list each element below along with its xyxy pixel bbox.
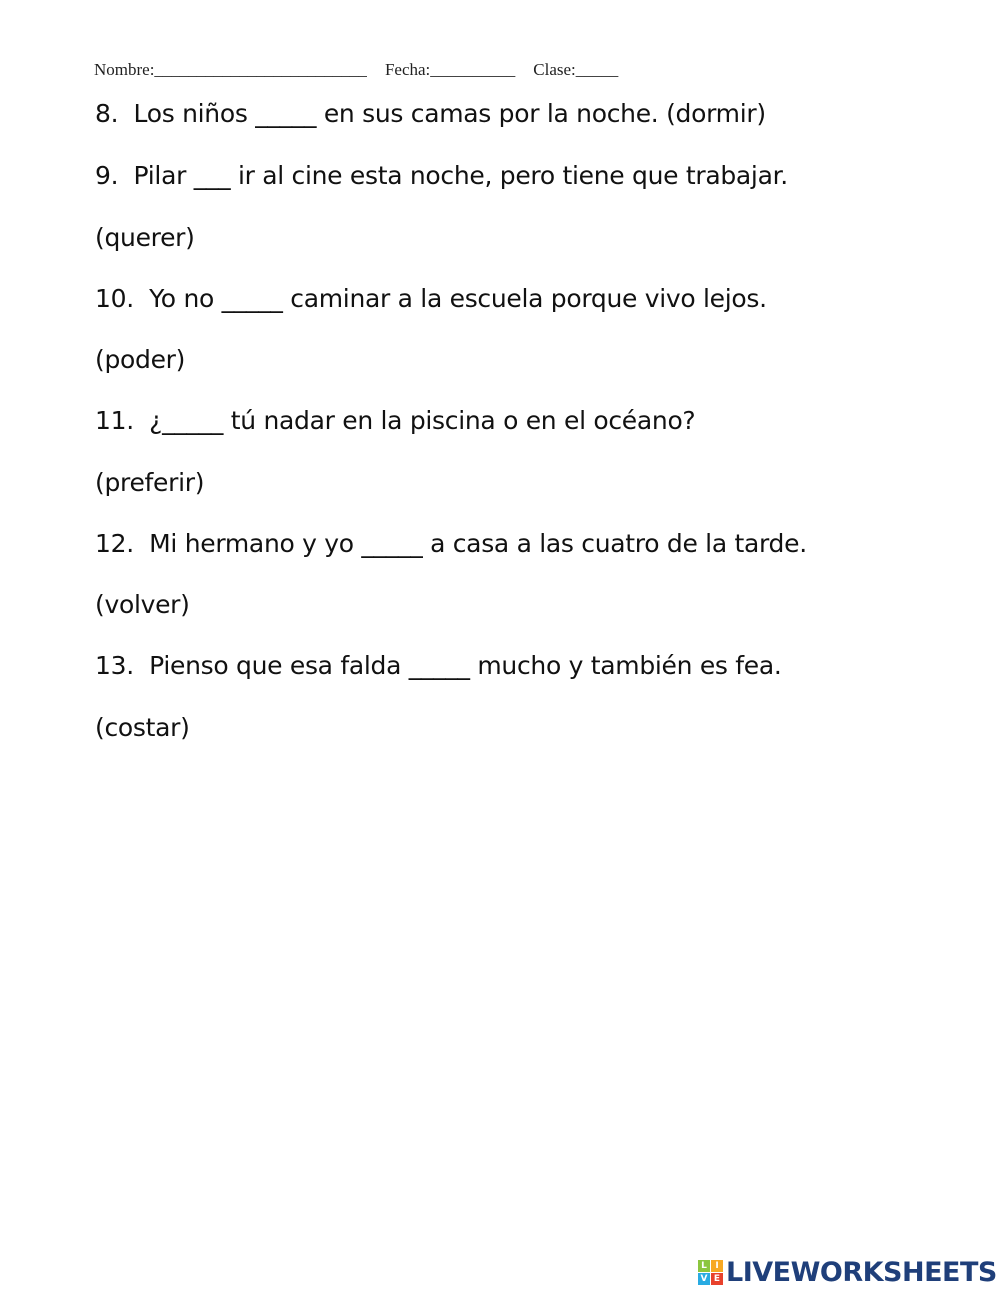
liveworksheets-logo xyxy=(698,1257,997,1288)
question-hint: (poder) xyxy=(95,345,186,374)
question-line: 13. Pienso que esa falda _____ mucho y también es fea. xyxy=(95,651,782,680)
question-hint: (preferir) xyxy=(95,468,205,497)
question-line: 10. Yo no _____ caminar a la escuela porque vivo lejos. xyxy=(95,284,767,313)
class-field: Clase:_____ xyxy=(533,60,619,79)
question-line: 9. Pilar ___ ir al cine esta noche, pero tiene que trabajar. xyxy=(95,161,788,190)
date-field: Fecha:__________ xyxy=(384,60,516,79)
logo-block: L xyxy=(698,1260,710,1272)
question-line: 11. ¿_____ tú nadar en la piscina o en el océano? xyxy=(95,406,696,435)
logo-block: V xyxy=(698,1273,710,1285)
question-line: 12. Mi hermano y yo _____ a casa a las cuatro de la tarde. xyxy=(95,529,807,558)
logo-blocks-icon xyxy=(698,1260,723,1285)
question-hint: (costar) xyxy=(95,713,190,742)
question-hint: (volver) xyxy=(95,590,190,619)
header xyxy=(94,60,636,80)
question-hint: (querer) xyxy=(95,223,195,252)
logo-text: LIVEWORKSHEETS xyxy=(726,1257,997,1288)
logo-block: I xyxy=(711,1260,723,1272)
question-line: 8. Los niños _____ en sus camas por la noche. (dormir) xyxy=(95,99,766,128)
name-field: Nombre:_________________________ xyxy=(94,60,367,79)
logo-block: E xyxy=(711,1273,723,1285)
